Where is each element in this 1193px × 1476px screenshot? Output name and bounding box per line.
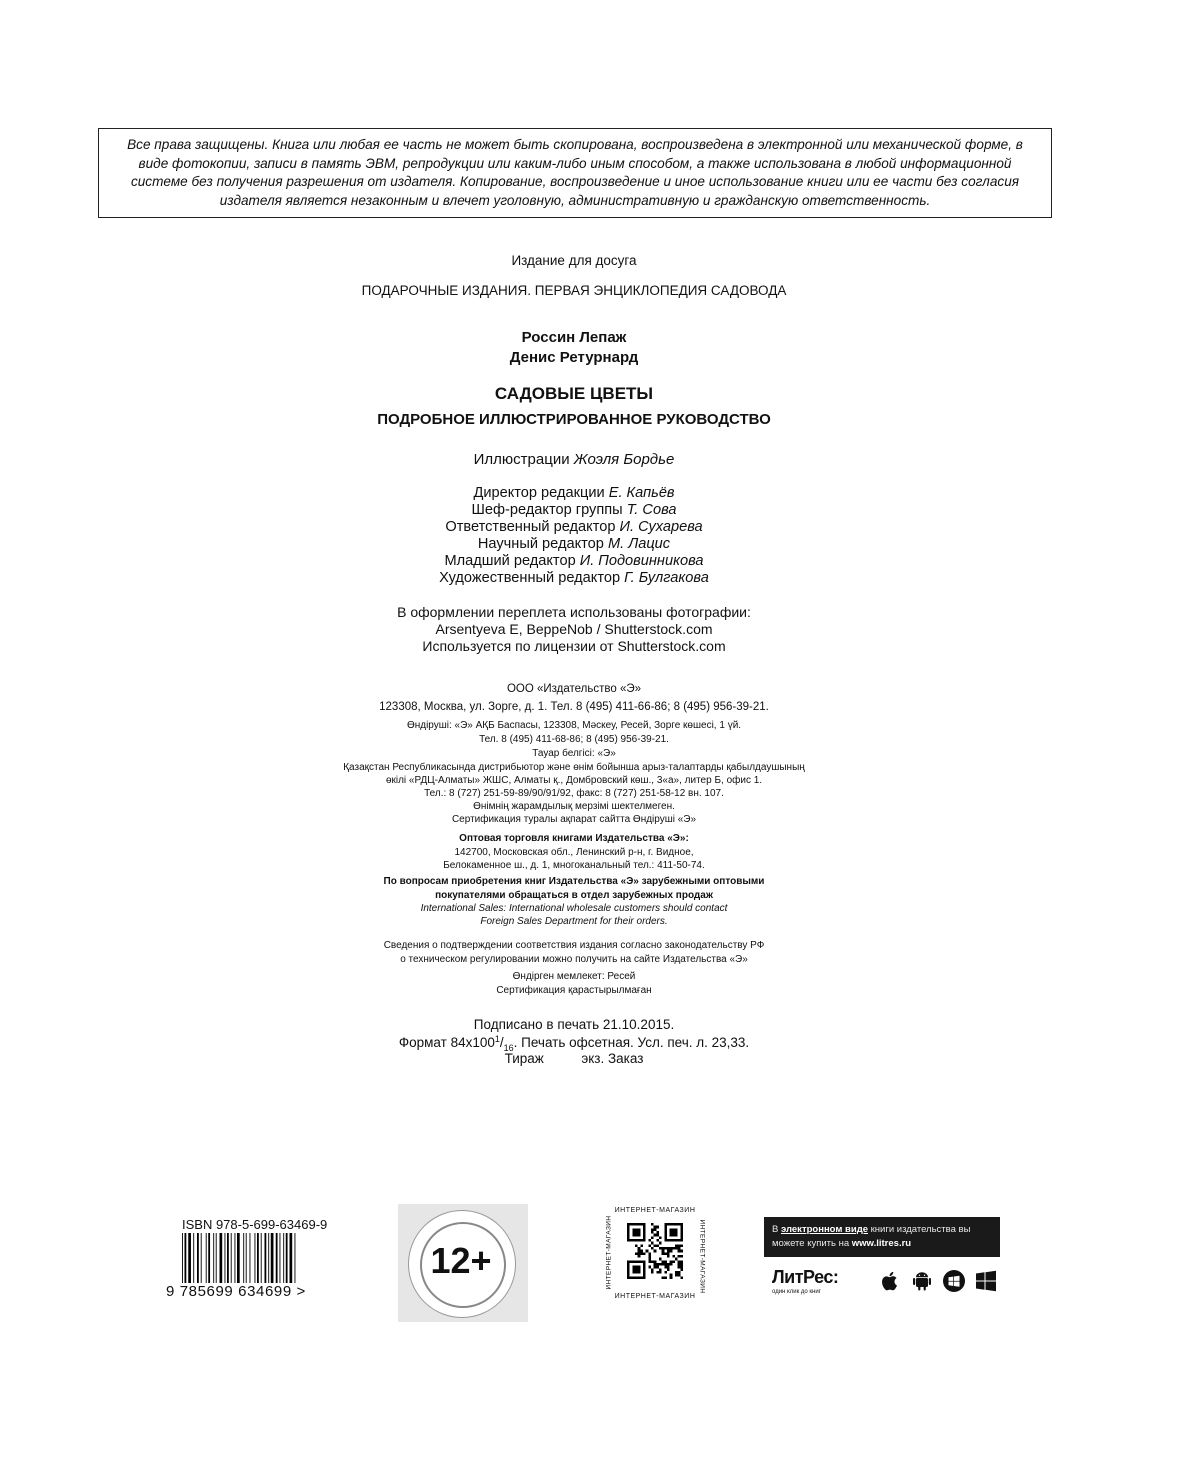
qr-module — [667, 1255, 670, 1258]
qr-module — [662, 1250, 665, 1253]
qr-module — [675, 1247, 678, 1250]
qr-module — [659, 1263, 662, 1266]
print-format: Формат $84х100^1/_{16}$. Печать офсетная. Усл. печ. л. 23,33. — [398, 1034, 750, 1053]
production-country: Өндірген мемлекет: Ресей — [512, 971, 636, 982]
qr-module — [680, 1260, 683, 1263]
qr-module — [648, 1255, 651, 1258]
barcode-bar — [206, 1233, 207, 1289]
qr-module — [662, 1263, 665, 1266]
format-suffix: . Печать офсетная. Усл. печ. л. 23,33. — [513, 1035, 750, 1050]
barcode-bar — [193, 1233, 194, 1289]
barcode-bar — [227, 1233, 229, 1289]
qr-module — [678, 1274, 681, 1277]
banner-link: электронном виде — [780, 1224, 869, 1235]
qr-module — [664, 1260, 667, 1263]
edition-type: Издание для досуга — [511, 253, 637, 268]
qr-module — [675, 1274, 678, 1277]
barcode-bar — [182, 1233, 183, 1289]
qr-module — [678, 1255, 681, 1258]
barcode-bar — [255, 1233, 256, 1289]
qr-module — [680, 1263, 683, 1266]
qr-module — [664, 1263, 667, 1266]
qr-module — [678, 1266, 681, 1269]
qr-module — [678, 1247, 681, 1250]
international-sales-line: Foreign Sales Department for their orders. — [480, 916, 668, 927]
qr-module — [662, 1260, 665, 1263]
qr-code — [627, 1223, 683, 1279]
credit-role: Младший редактор — [444, 553, 580, 569]
barcode-bar — [295, 1233, 296, 1289]
format-denominator: 16 — [503, 1043, 514, 1053]
qr-module — [680, 1250, 683, 1253]
qr-module — [670, 1260, 673, 1263]
qr-module — [667, 1250, 670, 1253]
qr-module — [664, 1271, 667, 1274]
credit-role: Художественный редактор — [439, 570, 625, 586]
barcode-bar — [201, 1233, 202, 1289]
online-store-qr — [605, 1207, 705, 1303]
android-icon — [910, 1269, 934, 1293]
qr-module — [635, 1252, 638, 1255]
qr-module — [680, 1266, 683, 1269]
kazakh-line: Тел. 8 (495) 411-68-86; 8 (495) 956-39-21. — [479, 734, 669, 745]
qr-module — [651, 1228, 654, 1231]
qr-module — [654, 1228, 657, 1231]
qr-module — [670, 1263, 673, 1266]
qr-module — [656, 1239, 659, 1242]
credit-name: М. Лацис — [607, 536, 671, 552]
qr-module — [672, 1247, 675, 1250]
barcode-bar — [188, 1233, 191, 1289]
banner-text: В — [772, 1224, 781, 1235]
qr-module — [675, 1271, 678, 1274]
qr-module — [638, 1252, 641, 1255]
author-2: Денис Ретурнард — [509, 349, 639, 366]
barcode-bar — [280, 1233, 281, 1289]
qr-module — [643, 1252, 646, 1255]
age-rating-badge — [398, 1204, 528, 1322]
qr-module — [680, 1244, 683, 1247]
qr-module — [635, 1244, 638, 1247]
kazakh-line: Қазақстан Республикасында дистрибьютор және өнім бойынша арыз-талаптарды қабылдаушының — [343, 762, 805, 773]
barcode-bar — [286, 1233, 288, 1289]
qr-module — [678, 1260, 681, 1263]
illustrator-name: Жоэля Бордье — [573, 451, 675, 468]
credit-role: Шеф-редактор группы — [471, 502, 627, 518]
qr-module — [662, 1276, 665, 1279]
qr-module — [654, 1266, 657, 1269]
kazakh-line: Тел.: 8 (727) 251-59-89/90/91/92, факс: 8 (727) 251-58-12 вн. 107. — [424, 788, 724, 799]
credit-name: И. Подовинникова — [579, 553, 704, 569]
qr-module — [670, 1276, 673, 1279]
credit-name: Т. Сова — [626, 502, 677, 518]
barcode-bar — [208, 1233, 210, 1289]
age-rating-text: 12+ — [430, 1240, 492, 1281]
qr-module — [648, 1266, 651, 1269]
qr-module — [662, 1247, 665, 1250]
credit-line — [0, 553, 1148, 569]
qr-module — [651, 1242, 654, 1245]
qr-module — [667, 1263, 670, 1266]
qr-module — [656, 1231, 659, 1234]
barcode-bar — [271, 1233, 274, 1289]
qr-module — [656, 1263, 659, 1266]
qr-module — [659, 1247, 662, 1250]
certification-note: Сертификация қарастырылмаған — [496, 985, 652, 996]
apple-icon — [878, 1269, 902, 1293]
credit-line — [0, 485, 1148, 501]
qr-module — [667, 1268, 670, 1271]
qr-module — [659, 1258, 662, 1261]
qr-module — [672, 1255, 675, 1258]
qr-module — [670, 1274, 673, 1277]
qr-module — [651, 1247, 654, 1250]
qr-module — [680, 1276, 683, 1279]
qr-module — [672, 1260, 675, 1263]
qr-module — [670, 1247, 673, 1250]
litres-slogan: один клик до книг — [772, 1289, 821, 1295]
qr-module — [654, 1260, 657, 1263]
qr-module — [678, 1271, 681, 1274]
qr-module — [659, 1242, 662, 1245]
author-1: Россин Лепаж — [521, 329, 627, 346]
rights-notice-box — [98, 128, 1052, 218]
photo-credit-line: Arsentyeva E, BeppeNob / Shutterstock.com — [435, 621, 713, 637]
barcode-bar — [231, 1233, 232, 1289]
credit-role: Научный редактор — [477, 536, 608, 552]
publisher-address: 123308, Москва, ул. Зорге, д. 1. Тел. 8 (495) 411-66-86; 8 (495) 956-39-21. — [379, 701, 769, 713]
qr-module — [664, 1252, 667, 1255]
barcode-bar — [257, 1233, 259, 1289]
qr-module — [648, 1258, 651, 1261]
barcode-bar — [246, 1233, 247, 1289]
barcode-bars — [182, 1233, 338, 1289]
qr-module — [651, 1268, 654, 1271]
barcode-bar — [225, 1233, 226, 1289]
qr-module — [654, 1226, 657, 1229]
qr-module — [651, 1236, 654, 1239]
foreign-sales-line: покупателями обращаться в отдел зарубежных продаж — [435, 890, 713, 901]
qr-module — [656, 1234, 659, 1237]
qr-module — [664, 1247, 667, 1250]
qr-module — [662, 1252, 665, 1255]
qr-module — [659, 1268, 662, 1271]
wholesale-line: Белокаменное ш., д. 1, многоканальный тел.: 411-50-74. — [443, 860, 705, 871]
barcode-bar — [268, 1233, 269, 1289]
kazakh-line: Тауар белгісі: «Э» — [532, 748, 616, 759]
credit-line — [0, 570, 1148, 586]
qr-module — [656, 1226, 659, 1229]
barcode-digits: 9 785699 634699 > — [166, 1283, 306, 1300]
format-numerator: 1 — [494, 1034, 500, 1044]
isbn-barcode — [166, 1217, 351, 1303]
qr-module — [654, 1250, 657, 1253]
qr-module — [651, 1271, 654, 1274]
wholesale-line: 142700, Московская обл., Ленинский р-н, г. Видное, — [454, 847, 694, 858]
rights-notice: Все права защищены. Книга или любая ее часть не может быть скопирована, воспроизведена в электронной или механической форме, в виде фотокопии, записи в память ЭВМ, репродукции или каким-либо иным способом, а также использована в любой информационной системе без получения разрешения от издателя. Копирование, воспроизведение и иное использование книги или ее части без согласия издателя является незаконным и влечет уголовную, административную и гражданскую ответственность. — [127, 137, 1023, 208]
qr-module — [638, 1247, 641, 1250]
qr-module — [654, 1263, 657, 1266]
qr-label-right: ИНТЕРНЕТ-МАГАЗИН — [698, 1219, 706, 1294]
credit-name: И. Сухарева — [619, 519, 703, 535]
qr-label-left: ИНТЕРНЕТ-МАГАЗИН — [605, 1215, 613, 1290]
kazakh-line: Өнімнің жарамдылық мерзімі шектелмеген. — [473, 801, 675, 812]
qr-module — [654, 1234, 657, 1237]
credit-line — [0, 502, 1148, 518]
photo-credit-line: В оформлении переплета использованы фотографии: — [397, 604, 751, 620]
qr-module — [640, 1252, 643, 1255]
qr-module — [667, 1247, 670, 1250]
isbn-label: ISBN 978-5-699-63469-9 — [182, 1217, 328, 1232]
litres-banner — [764, 1217, 1000, 1257]
wholesale-title: Оптовая торговля книгами Издательства «Э»: — [459, 833, 689, 844]
book-title: САДОВЫЕ ЦВЕТЫ — [494, 384, 654, 403]
qr-module — [651, 1223, 654, 1226]
qr-module — [648, 1244, 651, 1247]
qr-module — [648, 1239, 651, 1242]
conformity-line: о техническом регулировании можно получить на сайте Издательства «Э» — [400, 954, 748, 965]
qr-module — [651, 1260, 654, 1263]
barcode-bar — [290, 1233, 293, 1289]
barcode-bar — [237, 1233, 240, 1289]
signed-date: Подписано в печать 21.10.2015. — [473, 1017, 675, 1032]
book-subtitle: ПОДРОБНОЕ ИЛЛЮСТРИРОВАННОЕ РУКОВОДСТВО — [377, 411, 771, 428]
platform-icons — [878, 1269, 998, 1293]
series-title: ПОДАРОЧНЫЕ ИЗДАНИЯ. ПЕРВАЯ ЭНЦИКЛОПЕДИЯ САДОВОДА — [361, 283, 787, 298]
barcode-bar — [261, 1233, 262, 1289]
qr-module — [659, 1271, 662, 1274]
litres-logo: ЛитРес: — [772, 1267, 839, 1287]
illustrations-credit — [0, 451, 1148, 468]
qr-module — [651, 1231, 654, 1234]
qr-module — [632, 1228, 640, 1236]
qr-module — [680, 1255, 683, 1258]
format-prefix: Формат 84х100 — [398, 1035, 495, 1050]
qr-label-top: ИНТЕРНЕТ-МАГАЗИН — [614, 1207, 696, 1214]
conformity-line: Сведения о подтверждении соответствия издания согласно законодательству РФ — [383, 940, 765, 951]
barcode-bar — [197, 1233, 199, 1289]
litres-site: www.litres.ru — [851, 1238, 912, 1249]
qr-module — [678, 1263, 681, 1266]
qr-module — [667, 1252, 670, 1255]
qr-module — [664, 1266, 667, 1269]
illustrations-label: Иллюстрации — [473, 451, 574, 468]
barcode-bar — [235, 1233, 236, 1289]
qr-module — [656, 1266, 659, 1269]
kazakh-line: Өндіруші: «Э» АҚБ Баспасы, 123308, Мәскеу, Ресей, Зорге көшесі, 1 үй. — [406, 720, 742, 731]
photo-credit-line: Используется по лицензии от Shutterstock.com — [422, 638, 726, 654]
credit-line — [0, 519, 1148, 535]
qr-module — [638, 1255, 641, 1258]
qr-module — [680, 1268, 683, 1271]
qr-module — [670, 1228, 678, 1236]
windows-phone-icon — [942, 1269, 966, 1293]
qr-module — [640, 1244, 643, 1247]
barcode-bar — [216, 1233, 217, 1289]
qr-module — [648, 1252, 651, 1255]
kazakh-line: Сертификация туралы ақпарат сайтта Өндіруші «Э» — [451, 814, 697, 825]
banner-text: книги издательства вы можете купить на — [772, 1224, 971, 1249]
barcode-bar — [250, 1233, 251, 1289]
qr-module — [646, 1250, 649, 1253]
qr-module — [678, 1250, 681, 1253]
credit-role: Ответственный редактор — [445, 519, 620, 535]
barcode-bar — [220, 1233, 223, 1289]
print-run: Тираж экз. Заказ — [504, 1051, 644, 1066]
credit-name: Г. Булгакова — [624, 570, 709, 586]
qr-module — [656, 1271, 659, 1274]
qr-module — [675, 1258, 678, 1261]
foreign-sales-line: По вопросам приобретения книг Издательства «Э» зарубежными оптовыми — [383, 876, 765, 887]
qr-module — [670, 1250, 673, 1253]
credit-name: Е. Капьёв — [608, 485, 675, 501]
qr-module — [659, 1236, 662, 1239]
qr-module — [638, 1250, 641, 1253]
barcode-bar — [276, 1233, 278, 1289]
barcode-bar — [213, 1233, 214, 1289]
barcode-bar — [283, 1233, 284, 1289]
credit-role: Директор редакции — [473, 485, 609, 501]
windows-icon — [974, 1269, 998, 1293]
barcode-bar — [243, 1233, 244, 1289]
qr-module — [654, 1244, 657, 1247]
barcode-bar — [185, 1233, 187, 1289]
qr-module — [675, 1244, 678, 1247]
barcode-bar — [265, 1233, 267, 1289]
qr-module — [648, 1260, 651, 1263]
qr-module — [664, 1276, 667, 1279]
credit-line — [0, 536, 1148, 552]
qr-label-bottom: ИНТЕРНЕТ-МАГАЗИН — [614, 1293, 696, 1300]
qr-module — [667, 1266, 670, 1269]
publisher-name: ООО «Издательство «Э» — [506, 683, 642, 695]
litres-promo — [764, 1217, 1000, 1303]
qr-module — [640, 1250, 643, 1253]
international-sales-line: International Sales: International wholesale customers should contact — [420, 903, 728, 914]
kazakh-line: өкілі «РДЦ-Алматы» ЖШС, Алматы қ., Домбровский көш., 3«а», литер Б, офис 1. — [385, 775, 763, 786]
qr-module — [678, 1244, 681, 1247]
qr-module — [656, 1244, 659, 1247]
qr-module — [632, 1266, 640, 1274]
